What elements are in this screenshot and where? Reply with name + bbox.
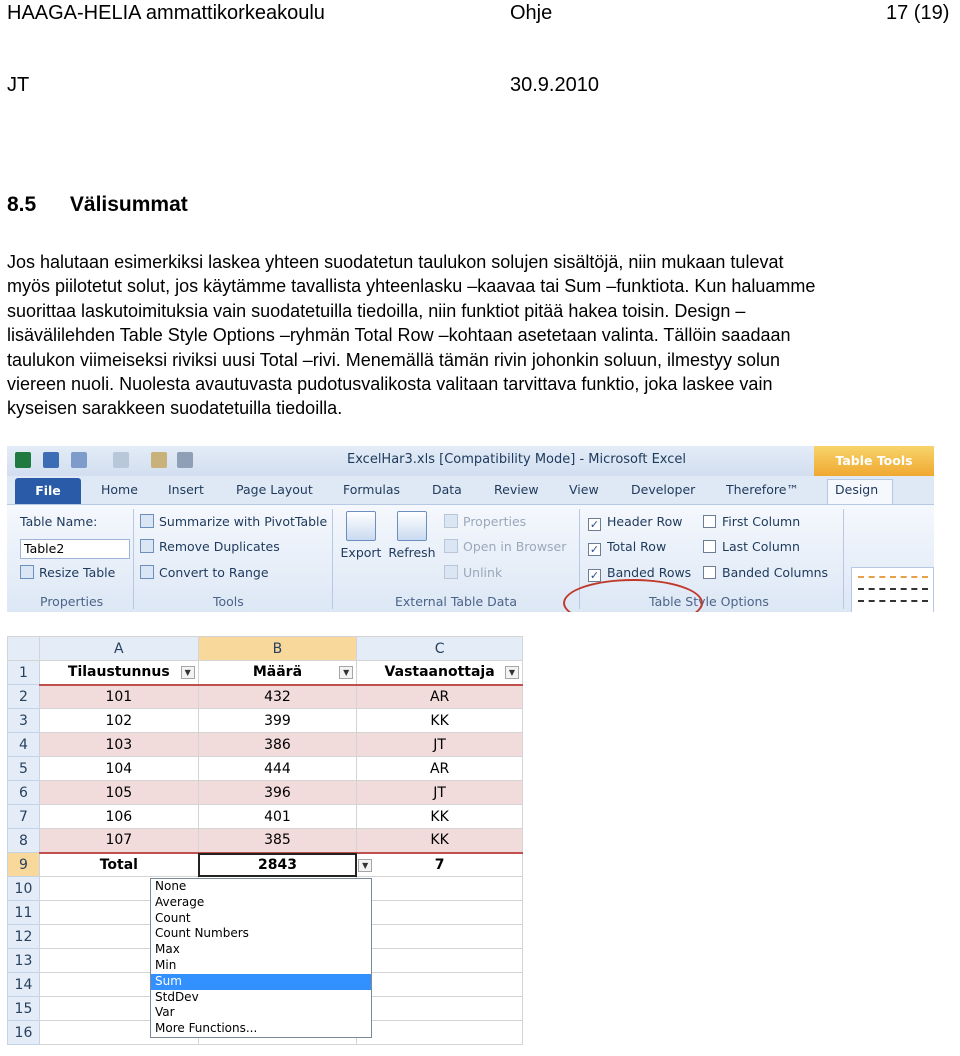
table-header-cell[interactable] — [357, 661, 523, 685]
checkbox-icon: ✓ — [589, 543, 600, 556]
table-row — [8, 685, 523, 709]
group-label-external: External Table Data — [395, 594, 517, 609]
dropdown-option-var[interactable]: Var — [155, 1005, 175, 1020]
total-dropdown-arrow-icon[interactable]: ▼ — [358, 859, 372, 872]
resize-table-button[interactable] — [20, 565, 115, 580]
ribbon-tabs — [7, 476, 934, 504]
group-separator — [332, 509, 333, 609]
print-icon[interactable] — [177, 452, 193, 468]
header-doc-type: Ohje — [510, 2, 553, 24]
table-header-cell[interactable] — [39, 661, 198, 685]
banded-columns-checkbox[interactable] — [703, 565, 828, 580]
table-cell[interactable]: 386 — [198, 733, 357, 757]
column-header-c[interactable]: C — [357, 637, 523, 661]
open-in-browser-button[interactable] — [444, 539, 566, 554]
paragraph-line: myös piilotetut solut, jos käytämme tavallista yhteenlasku –kaavaa tai Sum –funktiota. Kun haluamme — [7, 276, 816, 297]
row-header[interactable]: 1 — [8, 661, 40, 685]
table-row — [8, 709, 523, 733]
export-button[interactable] — [338, 511, 384, 560]
table-cell[interactable]: 101 — [39, 685, 198, 709]
unlink-icon — [444, 565, 458, 579]
table-name-label: Table Name: — [20, 514, 98, 529]
dropdown-option-max[interactable]: Max — [155, 942, 180, 957]
style-swatch-line — [858, 600, 928, 604]
banded-columns-label: Banded Columns — [722, 565, 829, 580]
row-header[interactable]: 2 — [8, 685, 40, 709]
paragraph-line: lisävälilehden Table Style Options –ryhmän Total Row –kohtaan asetetaan valinta. Tällöin saadaan — [7, 325, 791, 346]
table-cell[interactable]: 385 — [198, 829, 357, 853]
row-header[interactable]: 8 — [8, 829, 40, 853]
tab-home[interactable]: Home — [101, 482, 138, 497]
remove-duplicates-icon — [140, 539, 154, 553]
dropdown-option-count-numbers[interactable]: Count Numbers — [155, 926, 249, 941]
external-properties-button[interactable] — [444, 514, 526, 529]
section-number: 8.5 — [7, 193, 37, 216]
refresh-label: Refresh — [388, 545, 436, 560]
table-cell[interactable]: JT — [357, 781, 523, 805]
group-label-properties: Properties — [40, 594, 104, 609]
table-cell[interactable]: 106 — [39, 805, 198, 829]
row-header[interactable]: 3 — [8, 709, 40, 733]
convert-range-icon — [140, 565, 154, 579]
dropdown-option-count[interactable]: Count — [155, 910, 191, 925]
refresh-button[interactable] — [387, 511, 437, 560]
header-text: Vastaanottaja — [384, 664, 495, 681]
last-column-checkbox[interactable] — [703, 539, 800, 554]
table-header-cell[interactable] — [198, 661, 357, 685]
open-in-browser-label: Open in Browser — [463, 539, 567, 554]
table-cell[interactable]: KK — [357, 829, 523, 853]
ribbon-body — [7, 504, 934, 612]
table-styles-gallery[interactable] — [851, 567, 934, 612]
total-function-dropdown — [150, 878, 372, 1038]
save-icon[interactable] — [43, 452, 59, 468]
total-count-value: 7 — [434, 856, 445, 873]
total-count-cell[interactable] — [357, 853, 523, 877]
table-cell[interactable]: 444 — [198, 757, 357, 781]
row-header[interactable]: 7 — [8, 805, 40, 829]
properties-icon — [444, 514, 458, 528]
section-title: Välisummat — [69, 193, 188, 216]
tab-file[interactable]: File — [15, 478, 81, 504]
excel-logo-icon — [15, 452, 31, 468]
group-label-style-options: Table Style Options — [649, 594, 769, 609]
title-bar — [7, 446, 934, 476]
dropdown-option-sum[interactable]: Sum — [151, 974, 371, 990]
style-swatch-line — [858, 576, 928, 580]
dropdown-option-stddev[interactable]: StdDev — [155, 989, 199, 1004]
total-row-checkbox[interactable] — [588, 539, 666, 556]
tab-formulas[interactable]: Formulas — [343, 482, 401, 497]
total-label-cell[interactable]: Total — [39, 853, 198, 877]
remove-duplicates-button[interactable] — [140, 539, 280, 554]
total-sum-cell[interactable] — [198, 853, 357, 877]
checkbox-icon: ✓ — [589, 569, 600, 582]
summarize-pivottable-button[interactable] — [140, 514, 327, 529]
table-tools-label: Table Tools — [814, 446, 934, 476]
total-row-label: Total Row — [607, 539, 667, 554]
remove-duplicates-label: Remove Duplicates — [159, 539, 280, 554]
dropdown-option-more-functions[interactable]: More Functions... — [155, 1021, 258, 1036]
window-title: ExcelHar3.xls [Compatibility Mode] - Microsoft Excel — [347, 452, 687, 467]
header-date: 30.9.2010 — [510, 74, 599, 96]
checkbox-icon — [703, 540, 716, 553]
table-row — [8, 829, 523, 853]
style-swatch-line — [858, 588, 928, 592]
unlink-button[interactable] — [444, 565, 502, 580]
tab-view[interactable]: View — [569, 482, 599, 497]
paragraph-line: viereen nuoli. Nuolesta avautuvasta pudotusvalikosta valitaan tarvittava funktio, joka laskee vain — [7, 374, 773, 395]
refresh-icon — [397, 511, 427, 541]
first-column-label: First Column — [722, 514, 801, 529]
group-separator — [133, 509, 134, 609]
table-cell[interactable]: 104 — [39, 757, 198, 781]
filter-dropdown-icon[interactable]: ▼ — [505, 666, 519, 679]
dropdown-option-min[interactable]: Min — [155, 957, 177, 972]
body-paragraph — [7, 250, 957, 421]
table-cell[interactable]: AR — [357, 757, 523, 781]
first-column-checkbox[interactable] — [703, 514, 800, 529]
checkbox-icon — [703, 566, 716, 579]
section-heading — [7, 193, 188, 217]
row-header[interactable]: 13 — [8, 949, 40, 973]
total-row — [8, 853, 523, 877]
checkbox-icon: ✓ — [589, 518, 600, 531]
table-cell[interactable]: AR — [357, 685, 523, 709]
header-page-number: 17 (19) — [886, 2, 950, 24]
group-label-tools: Tools — [213, 594, 244, 609]
row-header[interactable]: 15 — [8, 997, 40, 1021]
row-header[interactable]: 9 — [8, 853, 40, 877]
redo-icon[interactable] — [113, 452, 129, 468]
paragraph-line: kyseisen sarakkeen suodatetuilla tiedoilla. — [7, 398, 343, 419]
header-institution: HAAGA-HELIA ammattikorkeakoulu — [7, 2, 325, 24]
unlink-label: Unlink — [463, 565, 503, 580]
table-cell[interactable]: 107 — [39, 829, 198, 853]
table-cell[interactable]: JT — [357, 733, 523, 757]
tab-page-layout[interactable]: Page Layout — [236, 482, 313, 497]
header-text: Tilaustunnus — [67, 664, 170, 681]
column-header-a[interactable]: A — [39, 637, 198, 661]
convert-to-range-button[interactable] — [140, 565, 269, 580]
column-header-b[interactable]: B — [198, 637, 357, 661]
row-header[interactable]: 4 — [8, 733, 40, 757]
table-row — [8, 781, 523, 805]
table-row — [8, 733, 523, 757]
excel-ribbon — [7, 446, 934, 612]
table-row — [8, 757, 523, 781]
dropdown-option-none[interactable]: None — [155, 879, 187, 893]
row-header[interactable]: 11 — [8, 901, 40, 925]
table-cell[interactable]: 399 — [198, 709, 357, 733]
tab-insert[interactable]: Insert — [168, 482, 204, 497]
table-cell[interactable]: 103 — [39, 733, 198, 757]
table-name-input[interactable]: Table2 — [20, 539, 130, 559]
header-row-checkbox[interactable] — [588, 514, 682, 531]
row-header[interactable]: 6 — [8, 781, 40, 805]
table-cell[interactable]: 102 — [39, 709, 198, 733]
highlight-oval — [563, 579, 703, 612]
filter-dropdown-icon[interactable]: ▼ — [339, 666, 353, 679]
row-header[interactable]: 14 — [8, 973, 40, 997]
table-cell[interactable]: KK — [357, 805, 523, 829]
tab-data[interactable]: Data — [432, 482, 462, 497]
table-cell[interactable]: KK — [357, 709, 523, 733]
row-header[interactable]: 5 — [8, 757, 40, 781]
paragraph-line: suorittaa laskutoimituksia vain suodatetuilla tiedoilla, niin funktiot pitää hakea toisin. Design – — [7, 300, 746, 321]
select-all-corner[interactable] — [8, 637, 40, 661]
table-cell[interactable]: 105 — [39, 781, 198, 805]
dropdown-option-average[interactable]: Average — [155, 894, 205, 909]
pivottable-icon — [140, 514, 154, 528]
header-row-label: Header Row — [607, 514, 683, 529]
external-properties-label: Properties — [463, 514, 527, 529]
checkbox-icon — [703, 515, 716, 528]
tab-design[interactable]: Design — [835, 482, 879, 497]
group-separator — [843, 509, 844, 609]
summarize-label: Summarize with PivotTable — [159, 514, 328, 529]
open-in-browser-icon — [444, 539, 458, 553]
paragraph-line: Jos halutaan esimerkiksi laskea yhteen suodatetun taulukon solujen sisältöjä, niin mukaan tulevat — [7, 252, 784, 272]
undo-icon[interactable] — [71, 452, 87, 468]
table-cell[interactable]: 401 — [198, 805, 357, 829]
paragraph-line: taulukon viimeiseksi riviksi uusi Total –rivi. Menemällä tämän rivin johonkin soluun, ilmestyy solun — [7, 349, 780, 370]
resize-table-label: Resize Table — [39, 565, 116, 580]
filter-dropdown-icon[interactable]: ▼ — [181, 666, 195, 679]
export-icon — [346, 511, 376, 541]
convert-label: Convert to Range — [159, 565, 269, 580]
tab-therefore[interactable]: Therefore™ — [726, 482, 799, 497]
banded-rows-label: Banded Rows — [607, 565, 692, 580]
row-header[interactable]: 12 — [8, 925, 40, 949]
header-author: JT — [7, 74, 30, 96]
print-preview-icon[interactable] — [151, 452, 167, 468]
row-header[interactable]: 10 — [8, 877, 40, 901]
table-cell[interactable]: 396 — [198, 781, 357, 805]
last-column-label: Last Column — [722, 539, 800, 554]
header-text: Määrä — [252, 664, 303, 681]
total-sum-value: 2843 — [257, 856, 297, 873]
tab-review[interactable]: Review — [494, 482, 539, 497]
resize-table-icon — [20, 565, 34, 579]
table-cell[interactable]: 432 — [198, 685, 357, 709]
table-row — [8, 805, 523, 829]
row-header[interactable]: 16 — [8, 1021, 40, 1045]
tab-developer[interactable]: Developer — [631, 482, 696, 497]
export-label: Export — [340, 545, 382, 560]
